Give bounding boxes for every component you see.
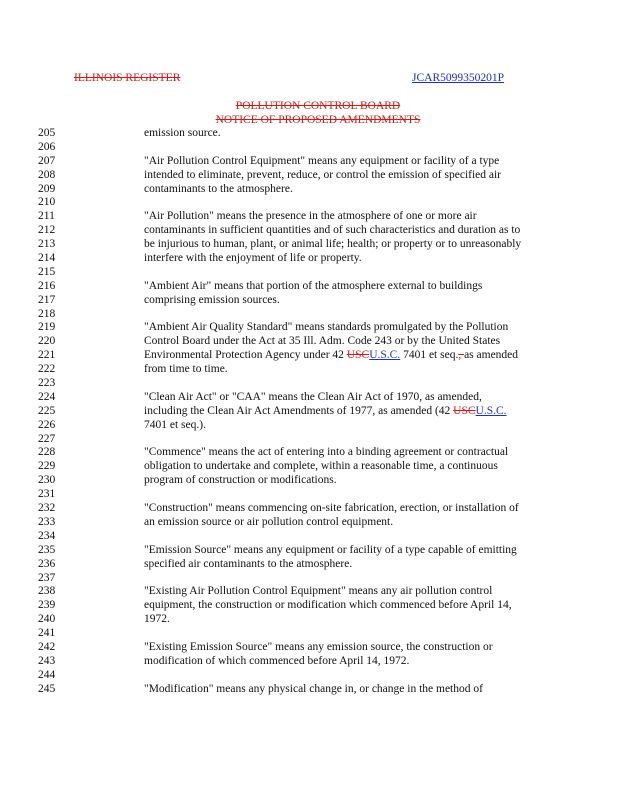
text-segment: "Ambient Air Quality Standard" means standards promulgated by the Pollution [144,321,509,334]
line-number: 244 [38,668,56,681]
text-segment: "Air Pollution" means the presence in the atmosphere of one or more air [144,210,477,223]
line-text [144,599,512,613]
document-line [0,572,618,586]
text-segment: "Air Pollution Control Equipment" means any equipment or facility of a type [144,154,500,167]
document-line [0,502,618,516]
line-text [144,280,482,294]
line-number: 242 [38,640,56,653]
line-number: 236 [38,557,56,570]
line-text [144,405,507,419]
document-line [0,266,618,280]
text-segment: as amended [464,349,519,362]
document-line [0,474,618,488]
line-text [144,460,498,474]
document-line [0,405,618,419]
line-number: 219 [38,321,56,334]
line-number: 235 [38,543,56,556]
line-number: 240 [38,613,56,626]
line-number: 224 [38,390,56,403]
document-line [0,516,618,530]
text-segment: "Existing Emission Source" means any emission source, the construction or [144,640,493,653]
document-line [0,377,618,391]
text-segment: emission source. [144,127,221,139]
line-text [144,474,337,488]
text-segment: contaminants in sufficient quantities and of such characteristics and duration as to [144,224,521,237]
line-number: 211 [38,210,55,223]
line-number: 217 [38,293,56,306]
line-number: 212 [38,224,56,237]
line-number: 241 [38,627,56,640]
document-line [0,419,618,433]
text-segment: 1972. [144,613,170,626]
line-number: 205 [38,127,56,139]
document-line [0,363,618,377]
document-line [0,196,618,210]
line-number: 210 [38,196,56,209]
line-number: 239 [38,599,56,612]
line-number: 215 [38,265,56,278]
document-line [0,585,618,599]
line-text [144,127,221,141]
text-segment: comprising emission sources. [144,293,280,306]
line-number: 231 [38,488,56,501]
line-number: 230 [38,474,56,487]
deleted-text: , [458,349,465,362]
line-number: 216 [38,279,56,292]
document-line [0,530,618,544]
line-number: 206 [38,140,56,153]
document-line [0,183,618,197]
register-title: ILLINOIS REGISTER [74,72,181,84]
text-segment: "Commence" means the act of entering into a binding agreement or contractual [144,446,509,459]
line-number: 233 [38,515,56,528]
line-text [144,363,228,377]
line-text [144,419,206,433]
text-segment: "Ambient Air" means that portion of the atmosphere external to buildings [144,279,483,292]
line-text [144,224,520,238]
line-text [144,502,519,516]
text-segment: program of construction or modifications. [144,474,337,487]
document-line [0,224,618,238]
document-line [0,308,618,322]
text-segment: including the Clean Air Act Amendments of 1977, as amended (42 [144,404,454,417]
notice-title: NOTICE OF PROPOSED AMENDMENTS [215,114,421,126]
inserted-text: U.S.C. [369,349,401,362]
document-line [0,683,618,697]
jcar-code: JCAR5099350201P [412,72,505,84]
text-segment: "Construction" means commencing on-site fabrication, erection, or installation of [144,502,519,515]
document-line [0,599,618,613]
document-line [0,655,618,669]
document-line [0,127,618,141]
document-line [0,488,618,502]
document-line [0,391,618,405]
line-text [144,169,501,183]
text-segment: Control Board under the Act at 35 Ill. Adm. Code 243 or by the United States [144,335,501,348]
line-number: 226 [38,418,56,431]
line-text [144,516,393,530]
text-segment: specified air contaminants to the atmosphere. [144,557,353,570]
inserted-text: U.S.C. [475,404,507,417]
line-number: 207 [38,154,56,167]
line-text [144,585,492,599]
line-text [144,294,280,308]
line-number: 218 [38,307,56,320]
document-line [0,669,618,683]
line-text [144,335,500,349]
document-line [0,613,618,627]
line-number: 234 [38,529,56,542]
line-number: 243 [38,654,56,667]
document-line [0,280,618,294]
text-segment: intended to eliminate, prevent, reduce, or control the emission of specified air [144,168,502,181]
text-segment: contaminants to the atmosphere. [144,182,293,195]
document-line [0,321,618,335]
document-line [0,238,618,252]
line-number: 232 [38,502,56,515]
line-text [144,558,352,572]
text-segment: 7401 et seq.). [144,418,206,431]
text-segment: "Emission Source" means any equipment or facility of a type capable of emitting [144,543,517,556]
line-number: 237 [38,571,56,584]
document-line [0,460,618,474]
line-text [144,238,521,252]
text-segment: be injurious to human, plant, or animal life; health; or property or to unreasonably [144,238,522,251]
text-segment: "Existing Air Pollution Control Equipment" means any air pollution control [144,585,493,598]
document-line [0,349,618,363]
line-text [144,210,477,224]
line-number: 214 [38,252,56,265]
document-line [0,558,618,572]
line-number: 238 [38,585,56,598]
line-text [144,641,493,655]
document-line [0,141,618,155]
line-number: 225 [38,404,56,417]
line-text [144,391,482,405]
document-line [0,252,618,266]
line-text [144,655,409,669]
document-line [0,169,618,183]
document-line [0,210,618,224]
line-text [144,349,518,363]
line-number: 208 [38,168,56,181]
document-line [0,446,618,460]
line-number: 229 [38,460,56,473]
text-segment: modification of which commenced before April 14, 1972. [144,654,410,667]
line-text [144,544,517,558]
line-text [144,252,362,266]
document-line [0,335,618,349]
line-number: 245 [38,682,56,695]
text-segment: from time to time. [144,363,228,376]
line-text [144,321,508,335]
line-number: 223 [38,377,56,390]
text-segment: obligation to undertake and complete, within a reasonable time, a continuous [144,460,498,473]
document-line [0,627,618,641]
document-line [0,155,618,169]
document-line [0,433,618,447]
line-text [144,613,170,627]
line-number: 228 [38,446,56,459]
text-segment: 7401 et seq. [400,349,459,362]
line-text [144,155,499,169]
document-line [0,294,618,308]
deleted-text: USC [453,404,476,417]
text-segment: equipment, the construction or modification which commenced before April 14, [144,599,512,612]
line-number: 222 [38,363,56,376]
line-text [144,446,508,460]
line-text [144,683,483,697]
document-body [0,127,618,697]
line-number: 209 [38,182,56,195]
deleted-text: USC [346,349,370,362]
line-number: 213 [38,238,56,251]
text-segment: an emission source or air pollution control equipment. [144,515,394,528]
line-number: 221 [38,349,56,362]
document-line [0,544,618,558]
text-segment: "Modification" means any physical change in, or change in the method of [144,682,483,695]
text-segment: Environmental Protection Agency under 42 [144,349,347,362]
line-text [144,183,293,197]
text-segment: interfere with the enjoyment of life or property. [144,252,362,265]
line-number: 227 [38,432,56,445]
line-number: 220 [38,335,56,348]
document-line [0,641,618,655]
agency-title: POLLUTION CONTROL BOARD [235,100,401,112]
text-segment: "Clean Air Act" or "CAA" means the Clean Air Act of 1970, as amended, [144,390,482,403]
